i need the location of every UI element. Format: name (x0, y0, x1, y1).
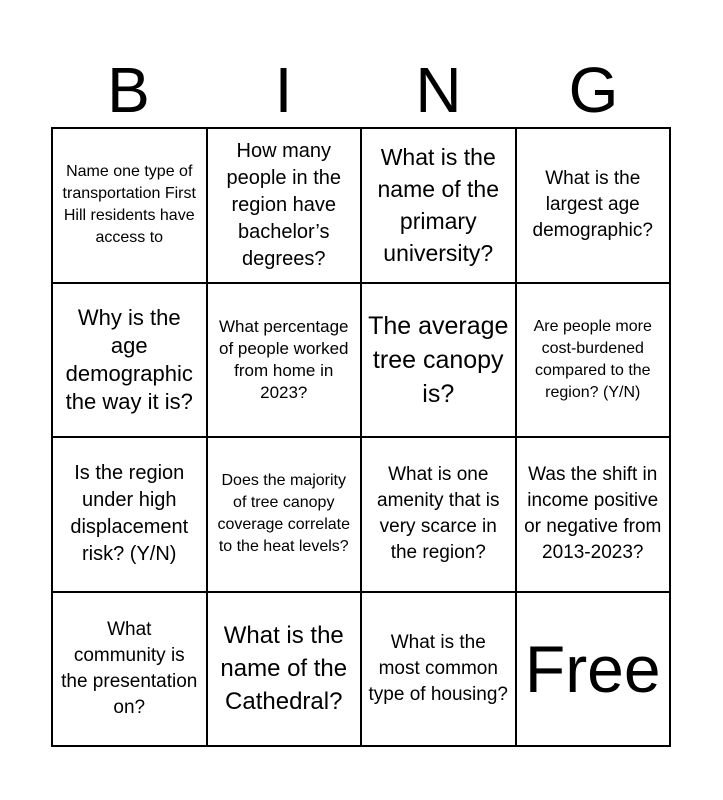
bingo-cell-r3c4[interactable] (517, 438, 672, 593)
bingo-cell-r3c2[interactable] (208, 438, 363, 593)
bingo-cell-r2c3[interactable] (362, 284, 517, 439)
bingo-board (51, 127, 671, 747)
bingo-cell-r1c2[interactable] (208, 129, 363, 284)
cell-text: Is the region under high displacement risk? (Y/N) (70, 462, 189, 566)
free-space-label: Free (524, 631, 661, 706)
header-letter-i: I (274, 54, 293, 126)
bingo-cell-r2c4[interactable] (517, 284, 672, 439)
cell-text: Does the majority of tree canopy coverage correlate to the heat levels? (217, 472, 350, 556)
cell-text: What is the largest age demographic? (532, 168, 653, 242)
bingo-cell-r4c3[interactable] (362, 593, 517, 748)
bingo-cell-r2c1[interactable] (53, 284, 208, 439)
cell-text: What percentage of people worked from home in 2023? (219, 316, 349, 402)
cell-text: Name one type of transportation First Hill residents have access to (62, 163, 196, 247)
bingo-cell-r1c4[interactable] (517, 129, 672, 284)
cell-text: What is the name of the primary university? (377, 144, 499, 267)
cell-text: Why is the age demographic the way it is? (65, 304, 193, 414)
cell-text: Was the shift in income positive or negative from 2013-2023? (524, 464, 662, 564)
header-letter-b: B (107, 54, 150, 126)
bingo-cell-free[interactable] (517, 593, 672, 748)
cell-text: How many people in the region have bachelor’s degrees? (226, 139, 342, 270)
bingo-cell-r4c1[interactable] (53, 593, 208, 748)
cell-text: The average tree canopy is? (368, 311, 509, 408)
bingo-cell-r2c2[interactable] (208, 284, 363, 439)
bingo-cell-r4c2[interactable] (208, 593, 363, 748)
cell-text: What is the name of the Cathedral? (220, 622, 348, 716)
cell-text: What community is the presentation on? (61, 618, 198, 718)
header-letter-n: N (415, 54, 462, 126)
bingo-cell-r3c1[interactable] (53, 438, 208, 593)
cell-text: What is one amenity that is very scarce in the region? (377, 464, 500, 564)
header-letter-g: G (568, 54, 619, 126)
cell-text: Are people more cost-burdened compared to the region? (Y/N) (533, 317, 652, 401)
cell-text: What is the most common type of housing? (368, 631, 508, 705)
bingo-cell-r3c3[interactable] (362, 438, 517, 593)
bingo-header (51, 52, 671, 128)
bingo-cell-r1c1[interactable] (53, 129, 208, 284)
bingo-cell-r1c3[interactable] (362, 129, 517, 284)
